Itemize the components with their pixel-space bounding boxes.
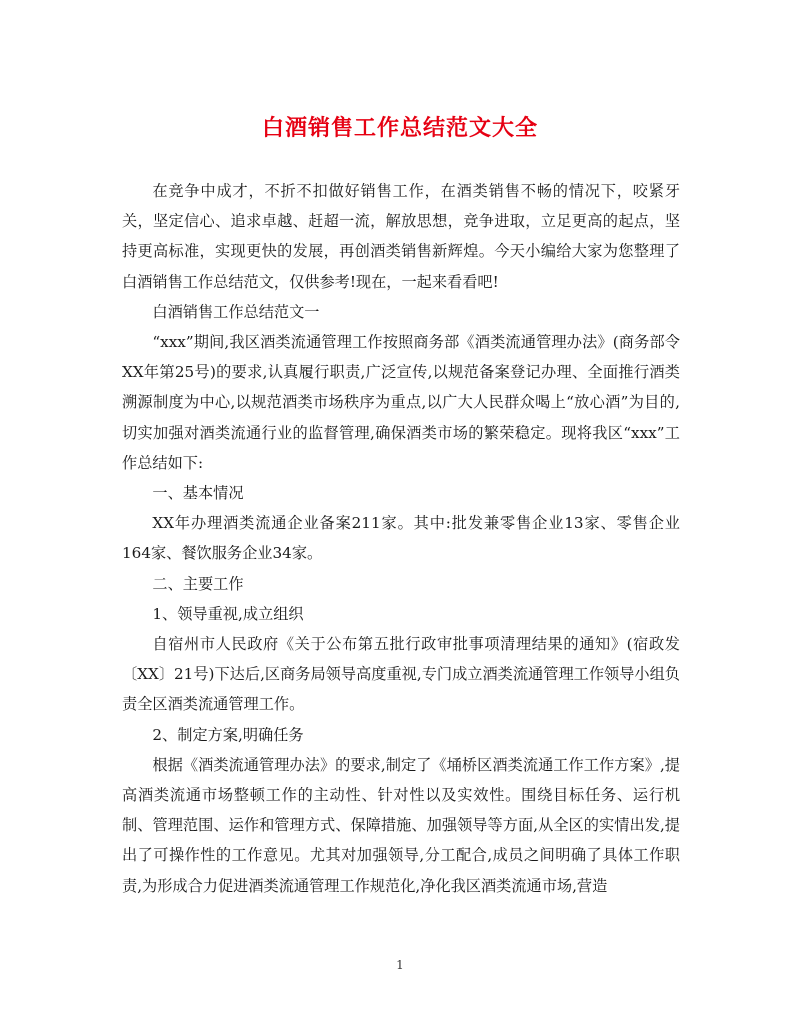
section-heading-basic-situation: 一、基本情况 [152, 484, 244, 503]
leadership-paragraph: 自宿州市人民政府《关于公布第五批行政审批事项清理结果的通知》(宿政发〔XX〕21号)下达后,区商务局领导高度重视,专门成立酒类流通管理工作领导小组负责全区酒类流通管理工作。 [122, 635, 680, 714]
page-number: 1 [396, 958, 404, 972]
subheading-plan: 2、制定方案,明确任务 [152, 725, 304, 744]
plan-paragraph: 根据《酒类流通管理办法》的要求,制定了《埇桥区酒类流通工作工作方案》,提高酒类流通市场整顿工作的主动性、针对性以及实效性。围绕目标任务、运行机制、管理范围、运作和管理方式、保障措施、加强领导等方面,从全区的实情出发,提出了可操作性的工作意见。尤其对加强领导,分工配合,成员之间明确了具体工作职责,为形成合力促进酒类流通管理工作规范化,净化我区酒类流通市场,营造 [122, 755, 680, 895]
subheading-leadership: 1、领导重视,成立组织 [152, 604, 304, 623]
section-heading-main-work: 二、主要工作 [152, 574, 244, 593]
page-title: 白酒销售工作总结范文大全 [261, 115, 538, 141]
section-heading-sample-one: 白酒销售工作总结范文一 [152, 302, 320, 321]
overview-paragraph: “xxx”期间,我区酒类流通管理工作按照商务部《酒类流通管理办法》(商务部令XX年第25号)的要求,认真履行职责,广泛宣传,以规范备案登记办理、全面推行酒类溯源制度为中心,以规范酒类市场秩序为重点,以广大人民群众喝上“放心酒”为目的,切实加强对酒类流通行业的监督管理,确保酒类市场的繁荣稳定。现将我区“xxx”工作总结如下: [122, 333, 680, 472]
document-body [122, 176, 680, 901]
intro-paragraph: 在竞争中成才，不折不扣做好销售工作，在酒类销售不畅的情况下，咬紧牙关，坚定信心、追求卓越、赶超一流，解放思想，竞争进取，立足更高的起点，坚持更高标准，实现更快的发展，再创酒类销售新辉煌。今天小编给大家为您整理了白酒销售工作总结范文，仅供参考!现在，一起来看看吧! [122, 182, 680, 291]
basic-situation-paragraph: XX年办理酒类流通企业备案211家。其中:批发兼零售企业13家、零售企业164家、餐饮服务企业34家。 [122, 514, 680, 563]
